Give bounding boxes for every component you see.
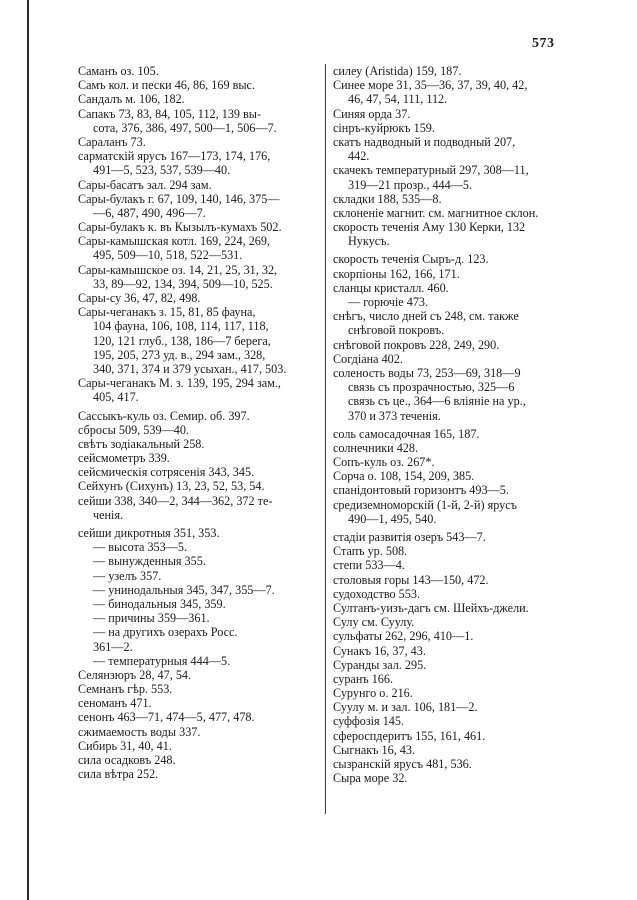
index-entry: сланцы кристалл. 460.	[333, 280, 449, 295]
index-entry: сейсмометръ 339.	[78, 451, 170, 466]
index-entry: — горючіе 473.	[348, 295, 429, 309]
index-entry: сила вѣтра 252.	[78, 767, 159, 782]
index-entry: — температурныя 444—5.	[93, 653, 231, 668]
index-entry: 442.	[348, 149, 370, 164]
index-entry: — высота 353—5.	[93, 540, 188, 555]
index-entry: Сары-басатъ зал. 294 зам.	[78, 177, 212, 192]
index-entry: 195, 205, 273 уд. в., 294 зам., 328,	[93, 347, 266, 362]
index-entry: Сараланъ 73.	[78, 134, 146, 149]
index-entry: сжимаемость воды 337.	[78, 724, 201, 739]
index-entry: Сандалъ м. 106, 182.	[78, 92, 185, 107]
index-entry: суффозія 145.	[333, 714, 405, 729]
index-entry: — на другихъ озерахъ Росс.	[93, 625, 238, 640]
index-entry: скорпіоны 162, 166, 171.	[333, 266, 460, 281]
index-entry: ченія.	[93, 507, 124, 522]
index-entry: силеу (Aristida) 159, 187.	[333, 64, 462, 78]
index-entry: Сурунго о. 216.	[333, 686, 413, 701]
index-entry: 405, 417.	[93, 390, 139, 405]
page-number: 573	[532, 36, 555, 51]
index-entry: — бинодальныя 345, 359.	[93, 596, 226, 611]
index-entry: снѣговой покровъ.	[348, 323, 445, 338]
index-entry: Сапакъ 73, 83, 84, 105, 112, 139 вы-	[78, 106, 262, 121]
index-entry: снѣговой покровъ 228, 249, 290.	[333, 337, 500, 352]
index-entry: спанідонтовый горизонтъ 493—5.	[333, 483, 509, 498]
index-entry: скорость теченія Сыръ-д. 123.	[333, 252, 489, 267]
index-entry: свѣтъ зодіакальный 258.	[78, 436, 205, 451]
index-entry: 120, 121 глуб., 138, 186—7 берега,	[93, 333, 271, 348]
index-entry: судоходство 553.	[333, 586, 421, 601]
index-entry: Сассыкъ-куль оз. Семир. об. 397.	[78, 408, 250, 423]
index-entry: Сунакъ 16, 37, 43.	[333, 643, 426, 658]
index-entry: Сулу см. Суулу.	[333, 615, 415, 630]
index-entry: — узелъ 357.	[93, 568, 162, 583]
index-entry: — вынужденныя 355.	[93, 554, 206, 569]
index-entry: Султанъ-уизъ-дагъ см. Шейхъ-джели.	[333, 600, 529, 615]
index-entry: Сыра море 32.	[333, 771, 408, 786]
index-entry: скачекъ температурный 297, 308—11,	[333, 163, 529, 178]
index-column-left	[78, 64, 321, 781]
index-entry: 361—2.	[93, 639, 133, 654]
index-entry: столовыя горы 143—150, 472.	[333, 572, 489, 587]
index-entry: Суранды зал. 295.	[333, 657, 427, 672]
index-entry: сота, 376, 386, 497, 500—1, 506—7.	[93, 120, 277, 135]
index-entry: Саманъ оз. 105.	[78, 64, 159, 78]
index-entry: Суулу м. и зал. 106, 181—2.	[333, 700, 478, 715]
index-entry: 490—1, 495, 540.	[348, 511, 437, 526]
index-entry: сбросы 509, 539—40.	[78, 422, 189, 437]
index-entry: Согдіана 402.	[333, 351, 403, 366]
index-entry: связь съ це., 364—6 вліяніе на ур.,	[348, 394, 526, 409]
index-entry: Самъ кол. и пески 46, 86, 169 выс.	[78, 78, 256, 93]
index-entry: 33, 89—92, 134, 394, 509—10, 525.	[93, 276, 273, 291]
index-entry: стадіи развитія озеръ 543—7.	[333, 530, 486, 544]
index-entry: Сары-камышское оз. 14, 21, 25, 31, 32,	[78, 262, 278, 277]
index-entry: сульфаты 262, 296, 410—1.	[333, 629, 474, 644]
index-entry: складки 188, 535—8.	[333, 191, 442, 206]
index-entry: 104 фауна, 106, 108, 114, 117, 118,	[93, 319, 269, 334]
index-entry: сарматскій ярусъ 167—173, 174, 176,	[78, 149, 271, 164]
index-entry: Синяя орда 37.	[333, 106, 411, 121]
index-entry: 370 и 373 теченія.	[348, 408, 441, 423]
index-entry: сейши дикротныя 351, 353.	[78, 526, 220, 540]
index-entry: —6, 487, 490, 496—7.	[93, 205, 206, 220]
index-entry: 491—5, 523, 537, 539—40.	[93, 163, 231, 178]
index-entry: сенонъ 463—71, 474—5, 477, 478.	[78, 710, 255, 725]
index-entry: склоненіе магнит. см. магнитное склон.	[333, 205, 539, 220]
index-entry: суранъ 166.	[333, 671, 394, 686]
index-entry: степи 533—4.	[333, 558, 405, 573]
index-entry: скорость теченія Аму 130 Керки, 132	[333, 220, 526, 235]
index-entry: 319—21 прозр., 444—5.	[348, 177, 473, 192]
index-entry: сейсмическія сотрясенія 343, 345.	[78, 465, 255, 480]
index-entry: 495, 509—10, 518, 522—531.	[93, 248, 243, 263]
index-entry: 340, 371, 374 и 379 усыхан., 417, 503.	[93, 361, 287, 376]
index-entry: сфероспдеритъ 155, 161, 461.	[333, 728, 486, 743]
index-entry: сила осадковъ 248.	[78, 753, 176, 767]
index-entry: Сары-булакъ к. въ Кызылъ-кумахъ 502.	[78, 220, 282, 235]
index-entry: Сыгнакъ 16, 43.	[333, 742, 416, 757]
index-entry: Сары-булакъ г. 67, 109, 140, 146, 375—	[78, 191, 280, 206]
index-entry: Сибирь 31, 40, 41.	[78, 738, 172, 753]
page-binding-edge	[27, 0, 29, 900]
index-entry: Синее море 31, 35—36, 37, 39, 40, 42,	[333, 78, 528, 93]
index-entry: соленость воды 73, 253—69, 318—9	[333, 365, 521, 380]
index-entry: скатъ надводный и подводный 207,	[333, 134, 516, 149]
index-entry: Стапъ ур. 508.	[333, 544, 408, 559]
index-entry: сейши 338, 340—2, 344—362, 372 те-	[78, 493, 273, 508]
index-entry: Семнанъ гѣр. 553.	[78, 682, 173, 697]
index-entry: Сары-чеганакъ з. 15, 81, 85 фауна,	[78, 305, 256, 320]
index-entry: Сорча о. 108, 154, 209, 385.	[333, 469, 475, 484]
index-entry: Селянзюръ 28, 47, 54.	[78, 667, 192, 682]
index-entry: — причины 359—361.	[93, 611, 210, 626]
index-entry: сызранскій ярусъ 481, 536.	[333, 757, 472, 771]
index-entry: Сопъ-куль оз. 267*.	[333, 455, 435, 470]
index-entry: связь съ прозрачностью, 325—6	[348, 380, 515, 395]
index-column-right	[333, 64, 565, 785]
index-entry: снѣгъ, число дней съ 248, см. также	[333, 309, 519, 324]
index-entry: 46, 47, 54, 111, 112.	[348, 92, 448, 107]
index-entry: — унинодальныя 345, 347, 355—7.	[93, 582, 275, 597]
column-divider	[325, 64, 326, 814]
index-entry: сінръ-куйрюкъ 159.	[333, 120, 435, 135]
index-entry: Сары-камышская котл. 169, 224, 269,	[78, 234, 271, 249]
index-entry: солнечники 428.	[333, 440, 419, 455]
index-entry: Сары-су 36, 47, 82, 498.	[78, 291, 201, 305]
index-entry: Сары-чеганакъ М. з. 139, 195, 294 зам.,	[78, 376, 281, 391]
index-entry: средиземноморскій (1-й, 2-й) ярусъ	[333, 497, 517, 512]
index-entry: Сейхунъ (Сихунъ) 13, 23, 52, 53, 54.	[78, 479, 265, 494]
index-entry: сеноманъ 471.	[78, 696, 152, 711]
index-entry: Нукусъ.	[348, 234, 390, 249]
index-entry: соль самосадочная 165, 187.	[333, 426, 480, 441]
